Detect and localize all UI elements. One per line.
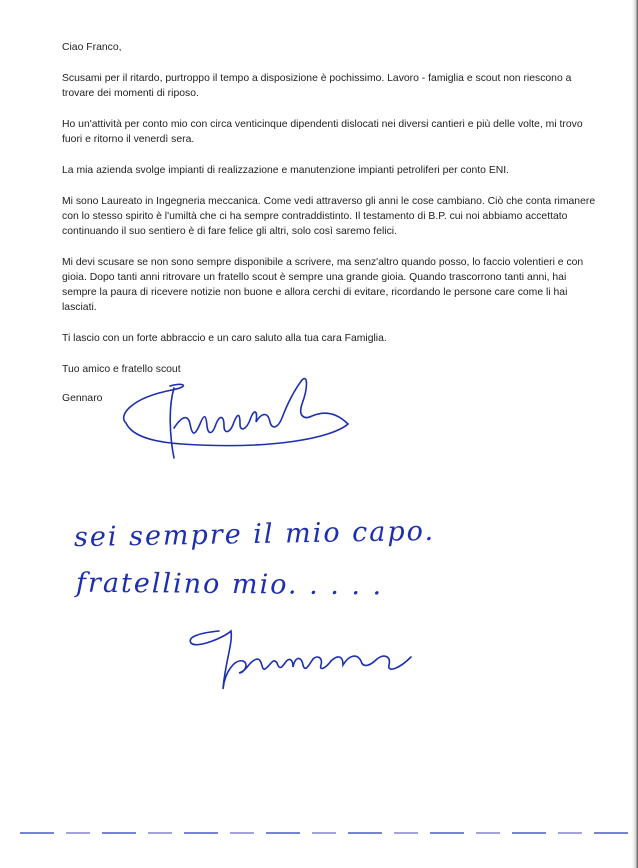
scan-edge-line [20, 832, 628, 834]
letter-paragraph: Ti lascio con un forte abbraccio e un caro saluto alla tua cara Famiglia. [62, 333, 387, 344]
handwritten-line: sei sempre il mio capo. [73, 515, 436, 554]
letter-sender-name: Gennaro [62, 393, 103, 404]
letter-paragraph: Mi sono Laureato in Ingegneria meccanica. Come vedi attraverso gli anni le cose cambiano. Ciò che conta rimanere con lo stesso spirito è l'umiltà che ci ha sempre contraddistinto. Il testamento di B.P. cui noi abbiamo accettato continuando il suo sentiero è di fare felice gli altri, solo così saremo felici. [62, 196, 596, 237]
letter-paragraph: Ho un'attività per conto mio con circa venticinque dipendenti dislocati nei diversi cantieri e più delle volte, mi trovo fuori e ritorno il venerdì sera. [62, 119, 583, 145]
letter-paragraph: Mi devi scusare se non sono sempre disponibile a scrivere, ma senz'altro quando posso, lo faccio volentieri e con gioia. Dopo tanti anni ritrovare un fratello scout è sempre una grande gioia. Quando trascorrono tanti anni, hai sempre la paura di ricevere notizie non buone e allora cerchi di evitare, ricordando le persone care come li hai lasciati. [62, 257, 584, 313]
letter-closing: Tuo amico e fratello scout [62, 364, 181, 375]
letter-body [62, 40, 602, 422]
scan-edge-shadow [632, 0, 638, 868]
handwritten-signature-gennaro [185, 613, 425, 703]
handwritten-line: fratellino mio. . . . . [75, 567, 384, 602]
letter-paragraph: La mia azienda svolge impianti di realizzazione e manutenzione impianti petroliferi per conto ENI. [62, 165, 510, 176]
letter-greeting: Ciao Franco, [62, 42, 122, 53]
letter-paragraph: Scusami per il ritardo, purtroppo il tempo a disposizione è pochissimo. Lavoro - famiglia e scout non riescono a trovare dei momenti di riposo. [62, 73, 572, 99]
handwritten-signature [112, 368, 362, 468]
